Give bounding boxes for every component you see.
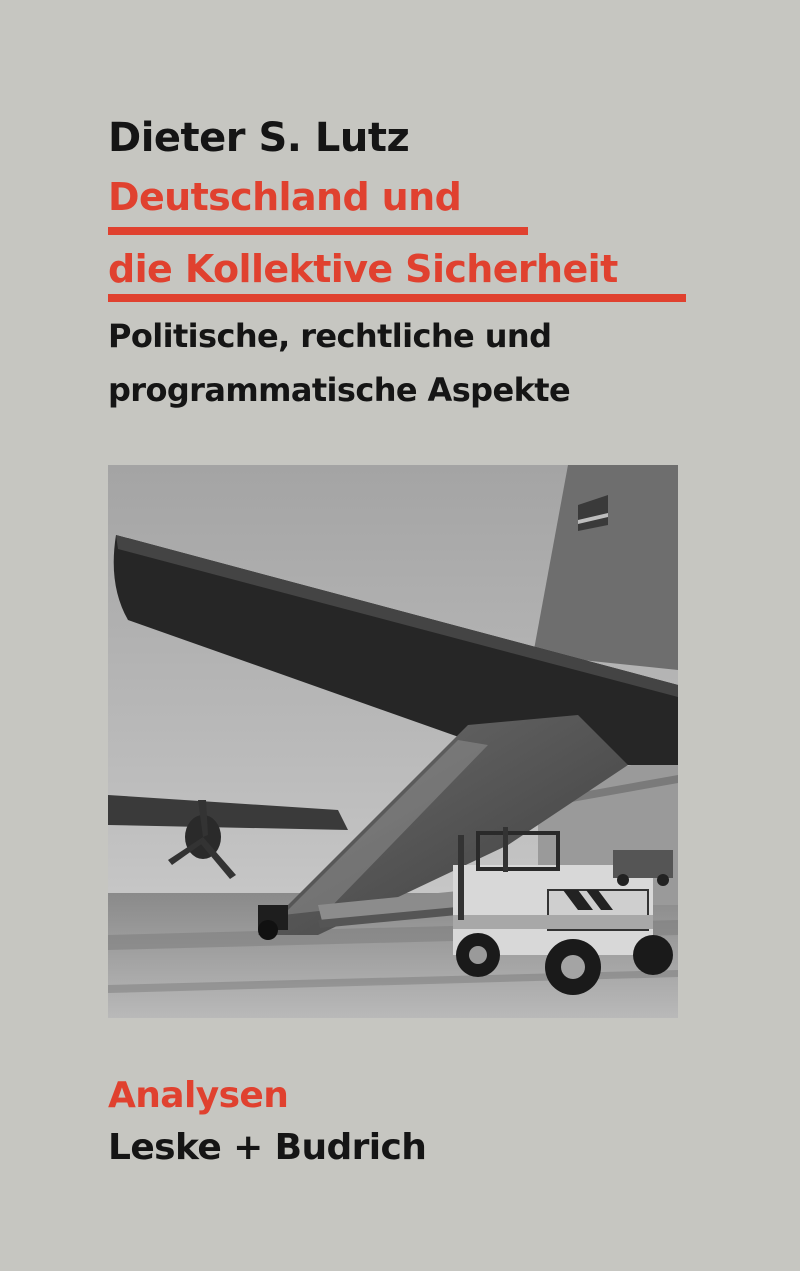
title-line-2: die Kollektive Sicherheit	[108, 247, 618, 291]
author-name: Dieter S. Lutz	[108, 115, 410, 161]
title-underline-1	[108, 227, 528, 235]
title-line-1: Deutschland und	[108, 175, 462, 219]
subtitle-line-2: programmatische Aspekte	[108, 371, 571, 409]
cover-photo-aircraft	[108, 465, 678, 1018]
subtitle-line-1: Politische, rechtliche und	[108, 317, 552, 355]
title-underline-2	[108, 294, 686, 302]
series-name: Analysen	[108, 1075, 289, 1116]
publisher-name: Leske + Budrich	[108, 1127, 427, 1168]
